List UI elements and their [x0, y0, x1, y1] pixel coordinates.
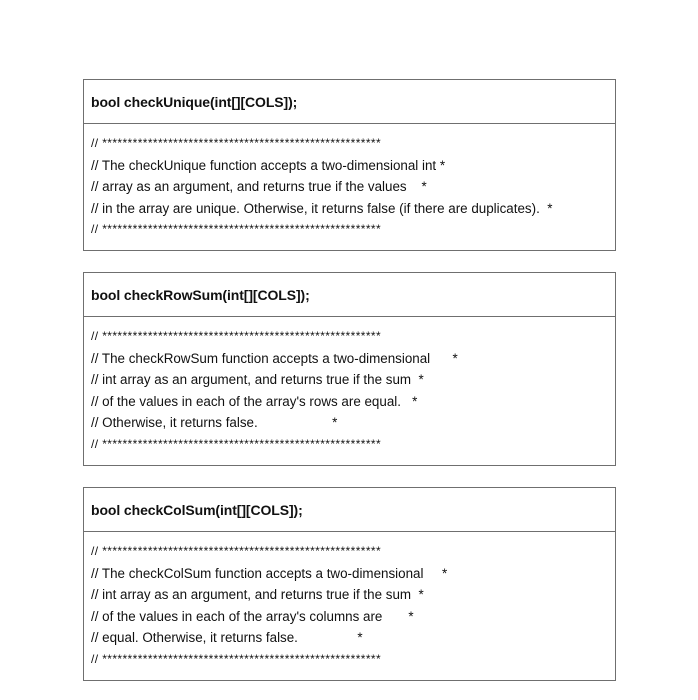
comment-line: // of the values in each of the array's rows are equal. *: [91, 393, 418, 409]
comment-block: [84, 317, 615, 455]
comment-line: // equal. Otherwise, it returns false. *: [91, 630, 363, 645]
comment-border-line: // *******************************************************: [91, 222, 382, 236]
comment-block: [84, 124, 615, 241]
comment-border-line: // *******************************************************: [91, 329, 382, 343]
comment-line: // in the array are unique. Otherwise, it returns false (if there are duplicates). *: [91, 200, 553, 216]
comment-line: // The checkUnique function accepts a two-dimensional int *: [91, 157, 446, 173]
comment-border-line: // *******************************************************: [91, 544, 382, 558]
comment-block: [84, 532, 615, 670]
function-box-check-col-sum: [83, 487, 616, 681]
comment-line: // The checkRowSum function accepts a two-dimensional *: [91, 350, 458, 366]
comment-border-line: // *******************************************************: [91, 651, 382, 666]
comment-line: // array as an argument, and returns true if the values *: [91, 179, 427, 194]
comment-border-line: // *******************************************************: [91, 136, 382, 150]
function-signature: bool checkUnique(int[][COLS]);: [84, 80, 615, 124]
comment-line: // int array as an argument, and returns true if the sum *: [91, 372, 424, 387]
comment-line: // Otherwise, it returns false. *: [91, 415, 338, 430]
function-box-check-row-sum: [83, 272, 616, 466]
comment-border-line: // *******************************************************: [91, 436, 382, 451]
function-signature: bool checkRowSum(int[][COLS]);: [84, 273, 615, 317]
comment-line: // of the values in each of the array's columns are *: [91, 608, 414, 624]
function-box-check-unique: [83, 79, 616, 251]
function-signature: bool checkColSum(int[][COLS]);: [84, 488, 615, 532]
comment-line: // The checkColSum function accepts a two-dimensional *: [91, 565, 448, 581]
comment-line: // int array as an argument, and returns true if the sum *: [91, 587, 424, 602]
